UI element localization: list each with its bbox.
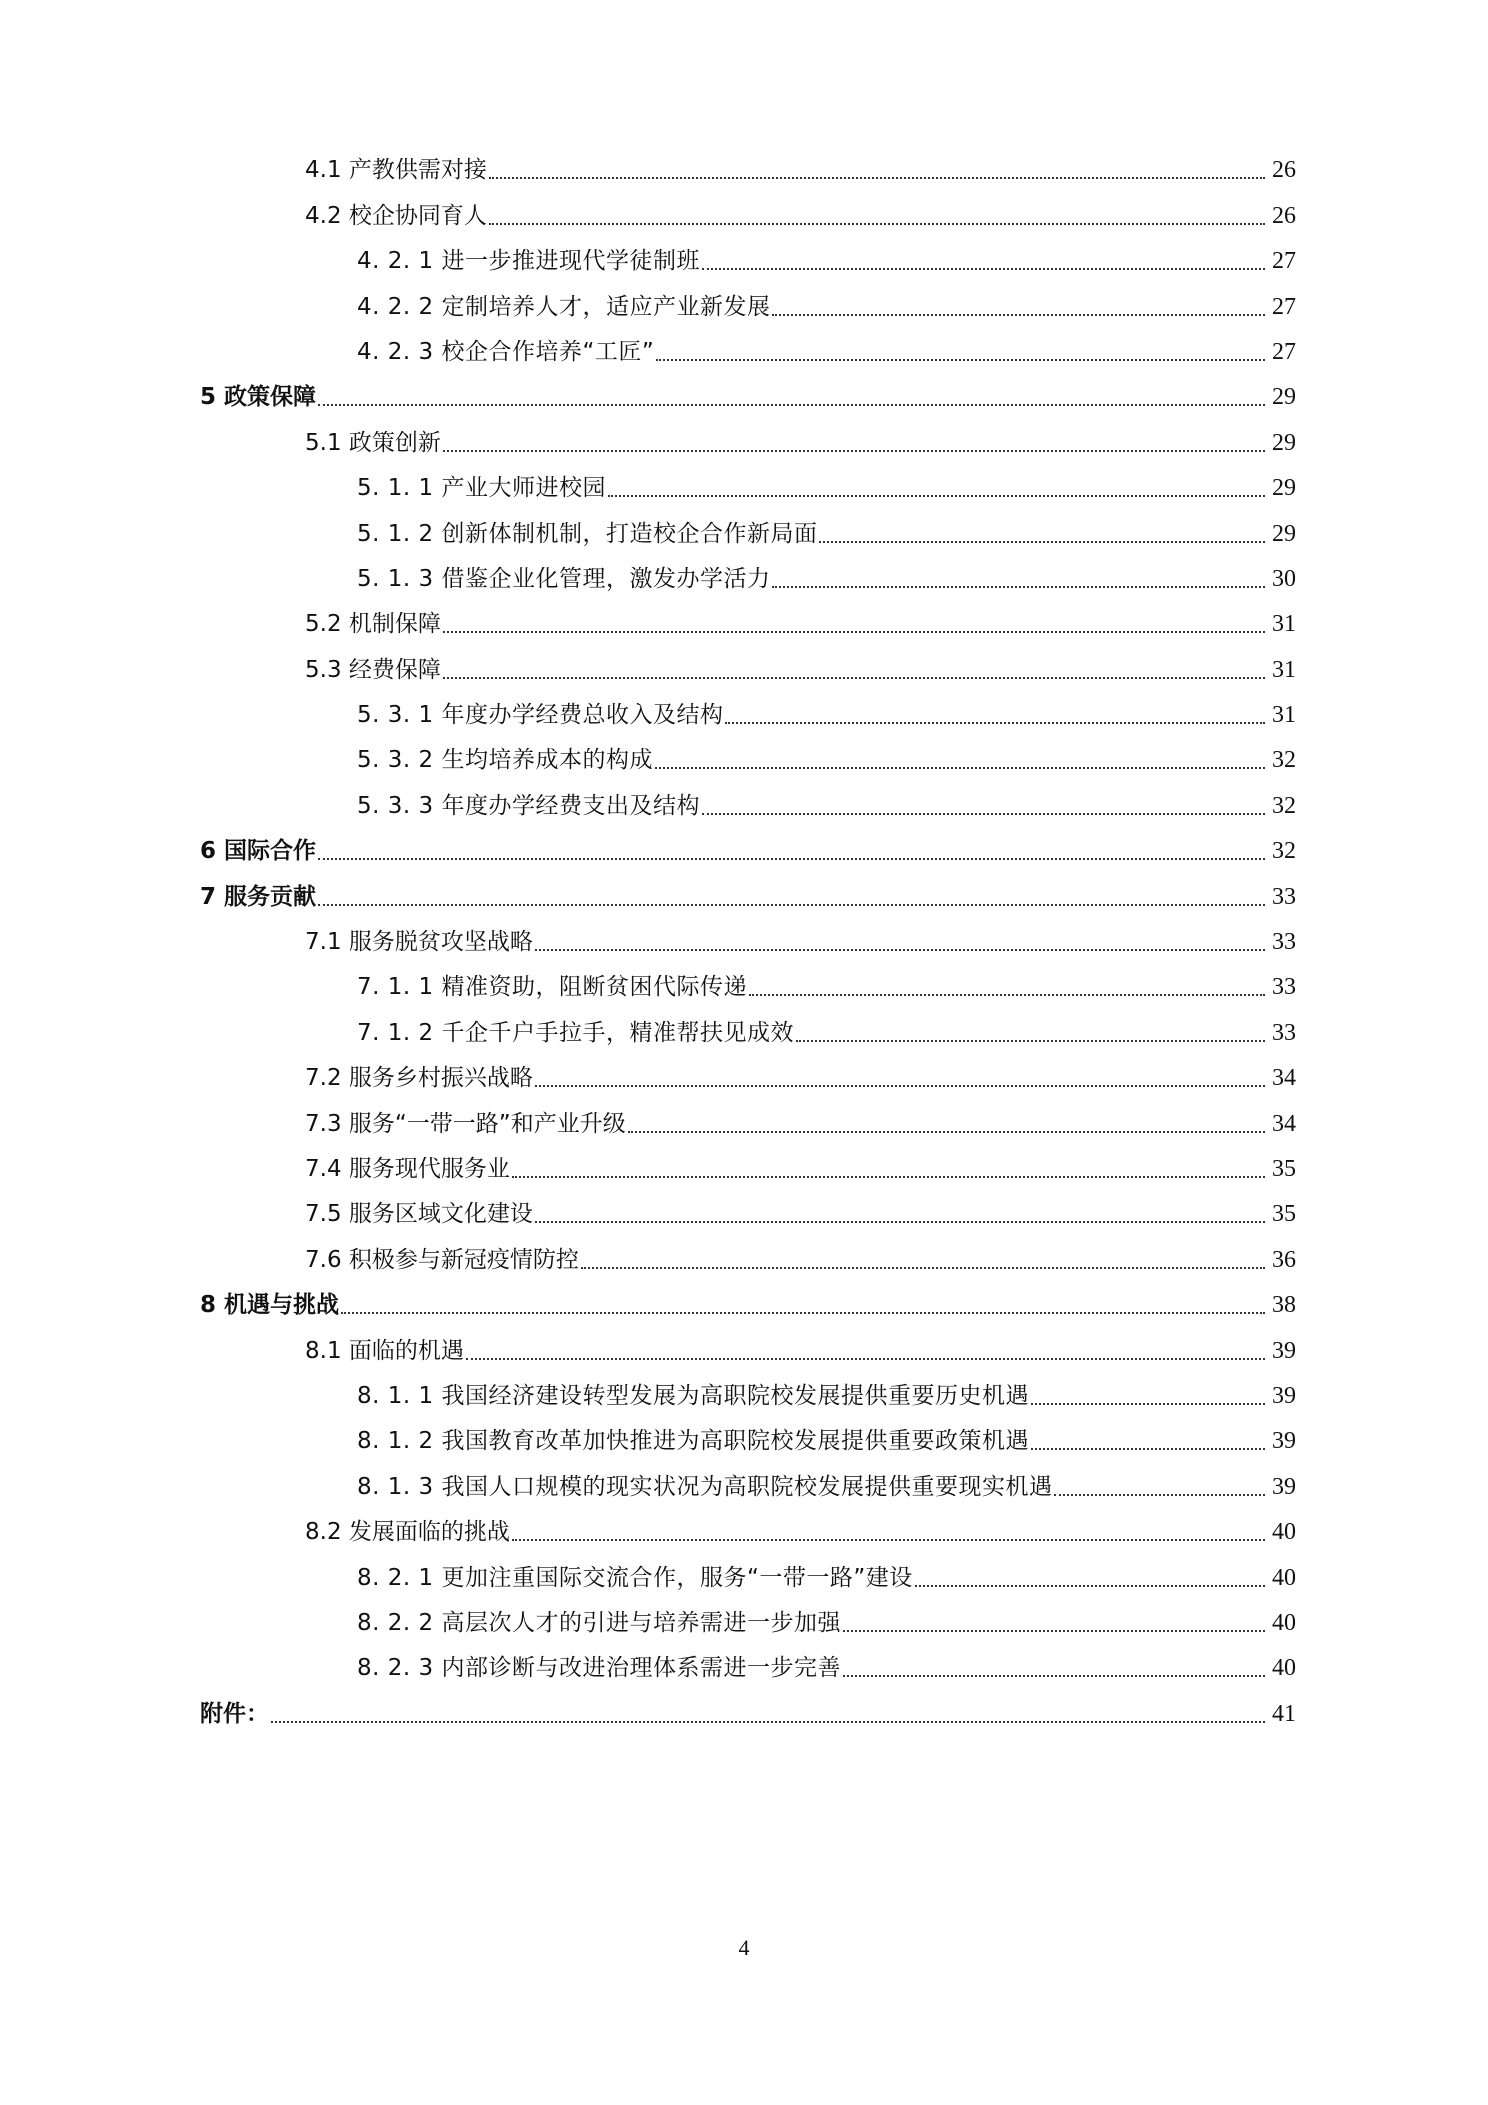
toc-entry-title: 5.1 政策创新 bbox=[305, 429, 441, 456]
toc-dot-leader bbox=[535, 1085, 1265, 1087]
toc-entry-title: 5. 1. 1 产业大师进校园 bbox=[357, 475, 606, 502]
toc-entry[interactable] bbox=[0, 190, 1488, 235]
toc-entry-title: 4.2 校企协同育人 bbox=[305, 202, 487, 229]
toc-entry-page: 38 bbox=[1272, 1292, 1296, 1319]
toc-entry-title: 8. 2. 1 更加注重国际交流合作，服务“一带一路”建设 bbox=[357, 1564, 913, 1591]
toc-dot-leader bbox=[535, 949, 1265, 951]
toc-entry-page: 27 bbox=[1272, 293, 1296, 320]
toc-entry[interactable] bbox=[0, 1371, 1488, 1416]
toc-entry-title: 5. 1. 3 借鉴企业化管理，激发办学活力 bbox=[357, 565, 771, 592]
toc-entry-page: 39 bbox=[1272, 1473, 1296, 1500]
toc-entry-title: 8.1 面临的机遇 bbox=[305, 1337, 464, 1364]
toc-entry-title: 8. 1. 1 我国经济建设转型发展为高职院校发展提供重要历史机遇 bbox=[357, 1382, 1029, 1409]
toc-entry[interactable] bbox=[0, 826, 1488, 871]
toc-entry[interactable] bbox=[0, 327, 1488, 372]
toc-dot-leader bbox=[512, 1539, 1265, 1541]
toc-entry-title: 5. 1. 2 创新体制机制，打造校企合作新局面 bbox=[357, 520, 818, 547]
toc-dot-leader bbox=[702, 813, 1265, 815]
toc-dot-leader bbox=[535, 1221, 1265, 1223]
toc-dot-leader bbox=[443, 677, 1265, 679]
toc-dot-leader bbox=[772, 314, 1265, 316]
toc-entry-title: 8. 2. 3 内部诊断与改进治理体系需进一步完善 bbox=[357, 1655, 841, 1682]
toc-entry-page: 36 bbox=[1272, 1246, 1296, 1273]
toc-entry-page: 26 bbox=[1272, 202, 1296, 229]
toc-dot-leader bbox=[318, 858, 1265, 860]
toc-entry[interactable] bbox=[0, 1507, 1488, 1552]
toc-entry[interactable] bbox=[0, 554, 1488, 599]
toc-entry-title: 5.3 经费保障 bbox=[305, 656, 441, 683]
toc-entry-title: 5. 3. 1 年度办学经费总收入及结构 bbox=[357, 702, 724, 729]
toc-entry[interactable] bbox=[0, 463, 1488, 508]
toc-entry-title: 8. 1. 3 我国人口规模的现实状况为高职院校发展提供重要现实机遇 bbox=[357, 1473, 1053, 1500]
toc-entry-page: 31 bbox=[1272, 611, 1296, 638]
toc-dot-leader bbox=[1031, 1448, 1265, 1450]
table-of-contents bbox=[0, 145, 1488, 1734]
toc-entry-page: 32 bbox=[1272, 838, 1296, 865]
toc-entry[interactable] bbox=[0, 281, 1488, 326]
toc-entry-page: 31 bbox=[1272, 656, 1296, 683]
toc-entry[interactable] bbox=[0, 1688, 1488, 1733]
toc-entry-page: 40 bbox=[1272, 1655, 1296, 1682]
toc-entry[interactable] bbox=[0, 1098, 1488, 1143]
toc-entry-page: 40 bbox=[1272, 1609, 1296, 1636]
toc-entry-title: 4. 2. 3 校企合作培养“工匠” bbox=[357, 338, 655, 365]
toc-entry-page: 41 bbox=[1272, 1700, 1296, 1727]
toc-dot-leader bbox=[1054, 1494, 1265, 1496]
toc-entry-title: 5. 3. 3 年度办学经费支出及结构 bbox=[357, 792, 700, 819]
toc-entry-page: 40 bbox=[1272, 1519, 1296, 1546]
toc-entry[interactable] bbox=[0, 1189, 1488, 1234]
toc-entry-page: 30 bbox=[1272, 565, 1296, 592]
toc-entry-page: 27 bbox=[1272, 248, 1296, 275]
toc-entry-title: 4. 2. 2 定制培养人才，适应产业新发展 bbox=[357, 293, 771, 320]
toc-entry[interactable] bbox=[0, 1461, 1488, 1506]
toc-entry[interactable] bbox=[0, 690, 1488, 735]
toc-dot-leader bbox=[843, 1675, 1265, 1677]
toc-entry-page: 33 bbox=[1272, 974, 1296, 1001]
toc-entry[interactable] bbox=[0, 1144, 1488, 1189]
toc-entry-page: 31 bbox=[1272, 702, 1296, 729]
toc-entry-title: 4.1 产教供需对接 bbox=[305, 157, 487, 184]
toc-entry-page: 39 bbox=[1272, 1337, 1296, 1364]
toc-dot-leader bbox=[725, 722, 1265, 724]
toc-entry-page: 33 bbox=[1272, 1019, 1296, 1046]
toc-dot-leader bbox=[466, 1358, 1265, 1360]
toc-entry[interactable] bbox=[0, 417, 1488, 462]
toc-entry-page: 34 bbox=[1272, 1065, 1296, 1092]
toc-entry-page: 27 bbox=[1272, 338, 1296, 365]
toc-dot-leader bbox=[796, 1040, 1265, 1042]
toc-entry-title: 5 政策保障 bbox=[200, 384, 317, 411]
toc-dot-leader bbox=[749, 994, 1265, 996]
toc-entry[interactable] bbox=[0, 1007, 1488, 1052]
toc-dot-leader bbox=[915, 1585, 1265, 1587]
toc-entry-title: 4. 2. 1 进一步推进现代学徒制班 bbox=[357, 248, 700, 275]
toc-dot-leader bbox=[702, 268, 1265, 270]
toc-entry[interactable] bbox=[0, 780, 1488, 825]
toc-dot-leader bbox=[843, 1630, 1265, 1632]
toc-dot-leader bbox=[656, 359, 1265, 361]
toc-entry-title: 8. 1. 2 我国教育改革加快推进为高职院校发展提供重要政策机遇 bbox=[357, 1428, 1029, 1455]
toc-entry-title: 7 服务贡献 bbox=[200, 883, 317, 910]
toc-dot-leader bbox=[628, 1131, 1265, 1133]
toc-entry[interactable] bbox=[0, 735, 1488, 780]
toc-entry-title: 7.2 服务乡村振兴战略 bbox=[305, 1065, 533, 1092]
toc-entry-title: 5. 3. 2 生均培养成本的构成 bbox=[357, 747, 653, 774]
page-number: 4 bbox=[738, 1935, 750, 1960]
toc-entry-page: 33 bbox=[1272, 883, 1296, 910]
toc-entry-title: 5.2 机制保障 bbox=[305, 611, 441, 638]
toc-dot-leader bbox=[318, 904, 1265, 906]
toc-entry[interactable] bbox=[0, 1053, 1488, 1098]
toc-entry-page: 33 bbox=[1272, 929, 1296, 956]
toc-entry-page: 29 bbox=[1272, 384, 1296, 411]
toc-entry[interactable] bbox=[0, 372, 1488, 417]
toc-entry-title: 8. 2. 2 高层次人才的引进与培养需进一步加强 bbox=[357, 1609, 841, 1636]
toc-entry[interactable] bbox=[0, 1552, 1488, 1597]
toc-entry-page: 29 bbox=[1272, 475, 1296, 502]
toc-entry-page: 29 bbox=[1272, 429, 1296, 456]
toc-entry-title: 附件： bbox=[200, 1700, 269, 1727]
toc-entry[interactable] bbox=[0, 599, 1488, 644]
toc-entry[interactable] bbox=[0, 871, 1488, 916]
toc-entry-title: 7. 1. 1 精准资助，阻断贫困代际传递 bbox=[357, 974, 747, 1001]
toc-entry-page: 29 bbox=[1272, 520, 1296, 547]
toc-entry-title: 8 机遇与挑战 bbox=[200, 1292, 340, 1319]
toc-entry[interactable] bbox=[0, 145, 1488, 190]
toc-entry-title: 7.3 服务“一带一路”和产业升级 bbox=[305, 1110, 626, 1137]
toc-entry-title: 7.5 服务区域文化建设 bbox=[305, 1201, 533, 1228]
toc-entry-title: 7. 1. 2 千企千户手拉手，精准帮扶见成效 bbox=[357, 1019, 794, 1046]
toc-dot-leader bbox=[443, 631, 1265, 633]
toc-dot-leader bbox=[271, 1721, 1265, 1723]
toc-entry[interactable] bbox=[0, 1280, 1488, 1325]
toc-entry-title: 7.6 积极参与新冠疫情防控 bbox=[305, 1246, 579, 1273]
toc-entry-title: 7.1 服务脱贫攻坚战略 bbox=[305, 929, 533, 956]
toc-entry[interactable] bbox=[0, 1598, 1488, 1643]
toc-entry[interactable] bbox=[0, 917, 1488, 962]
toc-entry-page: 26 bbox=[1272, 157, 1296, 184]
toc-entry-page: 39 bbox=[1272, 1428, 1296, 1455]
toc-dot-leader bbox=[489, 223, 1265, 225]
toc-dot-leader bbox=[608, 495, 1265, 497]
toc-dot-leader bbox=[772, 586, 1265, 588]
toc-entry[interactable] bbox=[0, 1325, 1488, 1370]
toc-entry[interactable] bbox=[0, 1643, 1488, 1688]
toc-entry-page: 34 bbox=[1272, 1110, 1296, 1137]
toc-entry[interactable] bbox=[0, 644, 1488, 689]
toc-dot-leader bbox=[1031, 1403, 1265, 1405]
toc-entry-page: 32 bbox=[1272, 747, 1296, 774]
toc-entry-title: 8.2 发展面临的挑战 bbox=[305, 1519, 510, 1546]
toc-entry[interactable] bbox=[0, 962, 1488, 1007]
toc-dot-leader bbox=[341, 1312, 1265, 1314]
toc-dot-leader bbox=[318, 404, 1265, 406]
toc-dot-leader bbox=[655, 767, 1265, 769]
toc-entry[interactable] bbox=[0, 1416, 1488, 1461]
toc-entry[interactable] bbox=[0, 508, 1488, 553]
toc-dot-leader bbox=[489, 177, 1265, 179]
toc-dot-leader bbox=[581, 1267, 1265, 1269]
toc-entry-title: 7.4 服务现代服务业 bbox=[305, 1155, 510, 1182]
toc-entry-title: 6 国际合作 bbox=[200, 838, 317, 865]
toc-entry-page: 39 bbox=[1272, 1382, 1296, 1409]
toc-entry[interactable] bbox=[0, 236, 1488, 281]
toc-dot-leader bbox=[512, 1176, 1265, 1178]
toc-entry-page: 35 bbox=[1272, 1201, 1296, 1228]
toc-dot-leader bbox=[819, 541, 1265, 543]
toc-entry-page: 40 bbox=[1272, 1564, 1296, 1591]
toc-entry[interactable] bbox=[0, 1234, 1488, 1279]
toc-entry-page: 35 bbox=[1272, 1155, 1296, 1182]
toc-entry-page: 32 bbox=[1272, 792, 1296, 819]
toc-dot-leader bbox=[443, 450, 1265, 452]
